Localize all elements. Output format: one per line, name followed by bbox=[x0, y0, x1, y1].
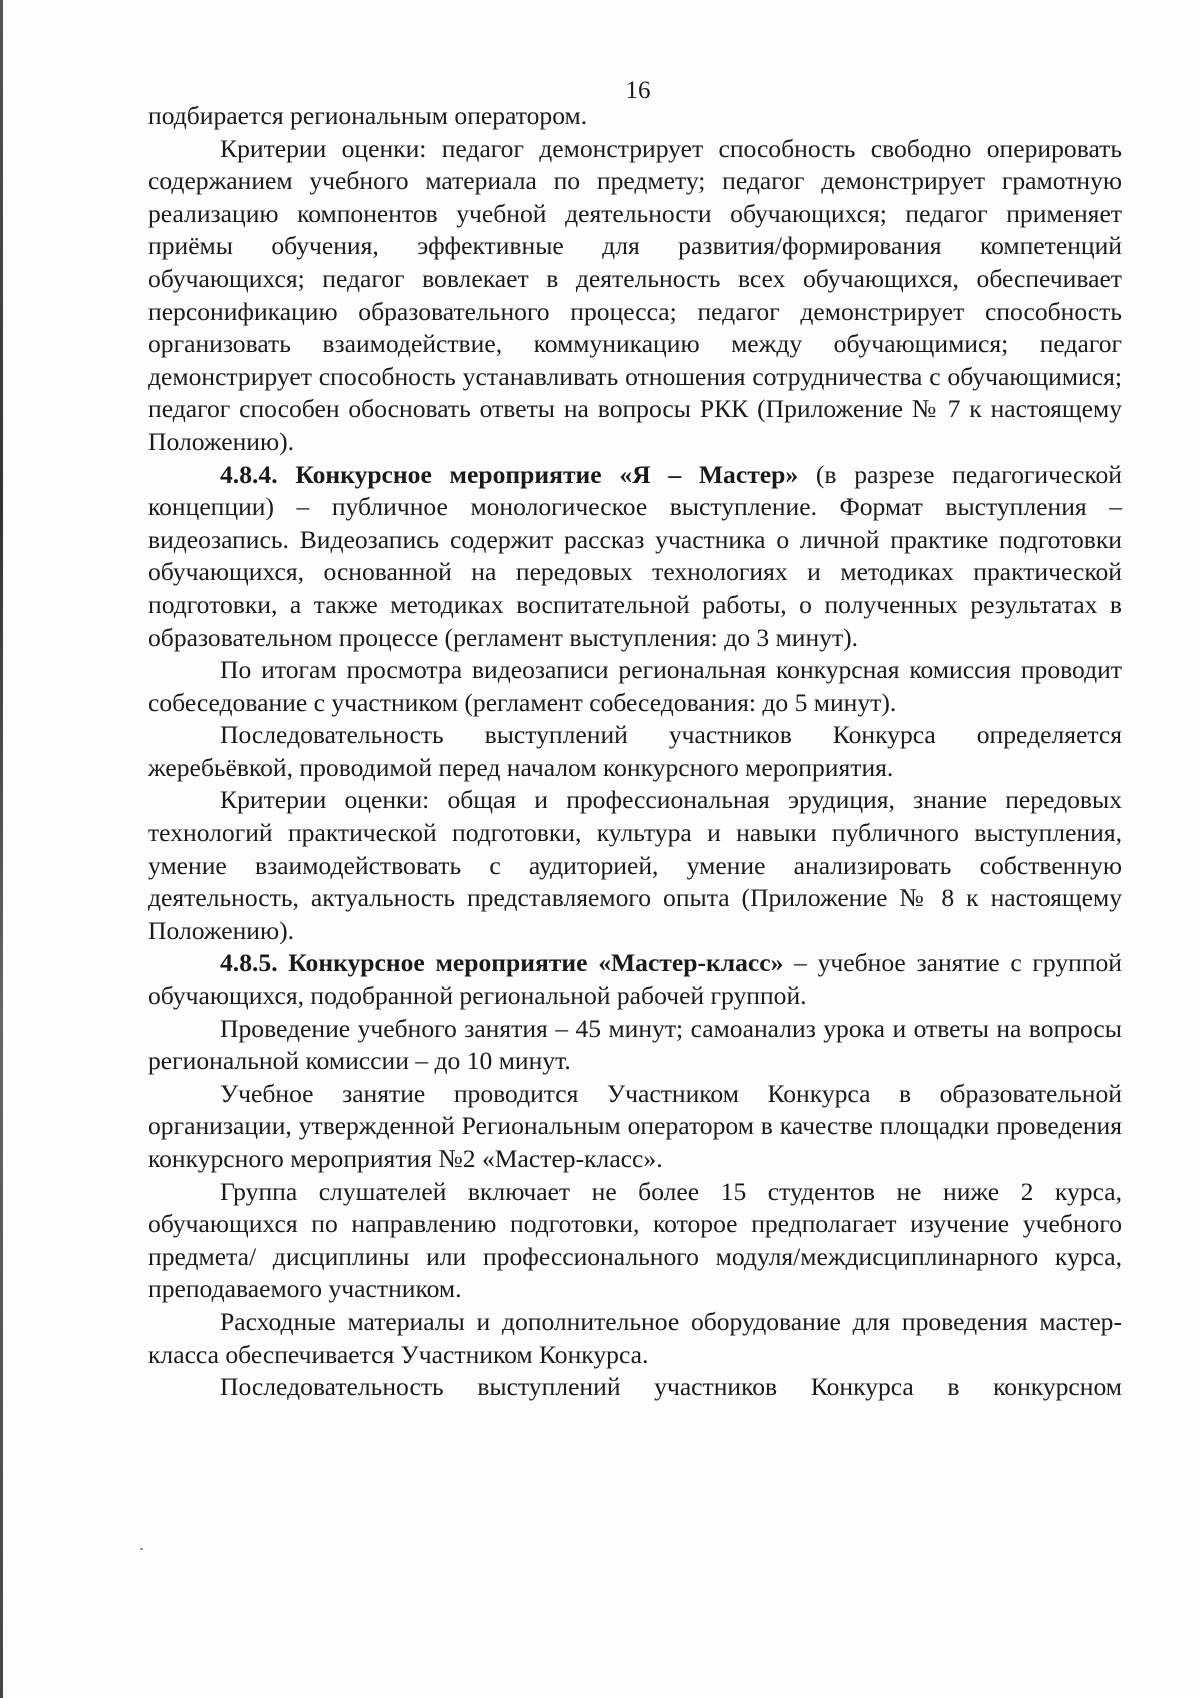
section-heading-4-8-5: 4.8.5. Конкурсное мероприятие «Мастер-класс» bbox=[220, 948, 784, 978]
paragraph-criteria-8 bbox=[148, 784, 1122, 947]
paragraph-section-4-8-5 bbox=[148, 947, 1122, 1012]
paragraph-text: Проведение учебного занятия – 45 минут; самоанализ урока и ответы на вопросы региональной комиссии – до 10 минут. bbox=[148, 1013, 1122, 1076]
paragraph-text: По итогам просмотра видеозаписи региональная конкурсная комиссия проводит собеседование с участником (регламент собеседования: до 5 минут). bbox=[148, 655, 1122, 717]
paragraph-text: Критерии оценки: общая и профессиональная эрудиция, знание передовых технологий практической подготовки, культура и навыки публичного выступления, умение взаимодействовать с аудиторией, умение анализировать собственную деятельность, актуальность представляемого опыта (Приложение № 8 к настоящему Положению). bbox=[148, 785, 1122, 945]
paragraph-text: Расходные материалы и дополнительное оборудование для проведения мастер-класса обеспечивается Участником Конкурса. bbox=[148, 1306, 1122, 1369]
paragraph-text: подбирается региональным оператором. bbox=[148, 101, 588, 130]
paragraph-section-4-8-4 bbox=[148, 459, 1122, 655]
scan-speck bbox=[140, 1548, 143, 1550]
paragraph-text: Учебное занятие проводится Участником Конкурса в образовательной организации, утвержденной Региональным оператором в качестве площадки проведения конкурсного мероприятия №2 «Мастер-класс». bbox=[148, 1078, 1122, 1173]
paragraph-materials bbox=[148, 1306, 1122, 1371]
paragraph-continuation bbox=[148, 100, 1122, 133]
paragraph-lesson-duration bbox=[148, 1013, 1122, 1078]
section-heading-4-8-4: 4.8.4. Конкурсное мероприятие «Я – Мастер» bbox=[220, 459, 799, 489]
paragraph-listener-group bbox=[148, 1176, 1122, 1306]
paragraph-text: Последовательность выступлений участников Конкурса определяется жеребьёвкой, проводимой перед началом конкурсного мероприятия. bbox=[148, 720, 1122, 782]
paragraph-text: – учебное занятие с группой обучающихся, подобранной региональной рабочей группой. bbox=[148, 948, 1123, 1011]
paragraph-text: Группа слушателей включает не более 15 студентов не ниже 2 курса, обучающихся по направлению подготовки, которое предполагает изучение учебного предмета/ дисциплины или профессионального модуля/междисциплинарного курса, преподаваемого участником. bbox=[148, 1176, 1122, 1304]
paragraph-criteria-7 bbox=[148, 133, 1122, 459]
paragraph-lesson-venue bbox=[148, 1078, 1122, 1176]
paragraph-text: Критерии оценки: педагог демонстрирует способность свободно оперировать содержанием учебного материала по предмету; педагог демонстрирует грамотную реализацию компонентов учебной деятельности обучающихся; педагог применяет приёмы обучения, эффективные для развития/формирования компетенций обучающихся; педагог вовлекает в деятельность всех обучающихся, обеспечивает персонификацию образовательного процесса; педагог демонстрирует способность организовать взаимодействие, коммуникацию между обучающимися; педагог демонстрирует способность устанавливать отношения сотрудничества с обучающимися; педагог способен обосновать ответы на вопросы РКК (Приложение № 7 к настоящему Положению). bbox=[148, 133, 1122, 456]
scan-edge-shadow bbox=[0, 0, 3, 1698]
page-number: 16 bbox=[625, 77, 651, 104]
paragraph-interview bbox=[148, 654, 1122, 719]
document-body bbox=[148, 100, 1122, 1404]
paragraph-text: (в разрезе педагогической концепции) – публичное монологическое выступление. Формат выступления – видеозапись. Видеозапись содержит рассказ участника о личной практике подготовки обучающихся, основанной на передовых технологиях и методиках практической подготовки, а также методиках воспитательной работы, о полученных результатах в образовательном процессе (регламент выступления: до 3 минут). bbox=[148, 459, 1122, 652]
paragraph-order-continued bbox=[148, 1371, 1122, 1404]
paragraph-text: Последовательность выступлений участников Конкурса в конкурсном bbox=[220, 1372, 1122, 1402]
paragraph-order bbox=[148, 719, 1122, 784]
